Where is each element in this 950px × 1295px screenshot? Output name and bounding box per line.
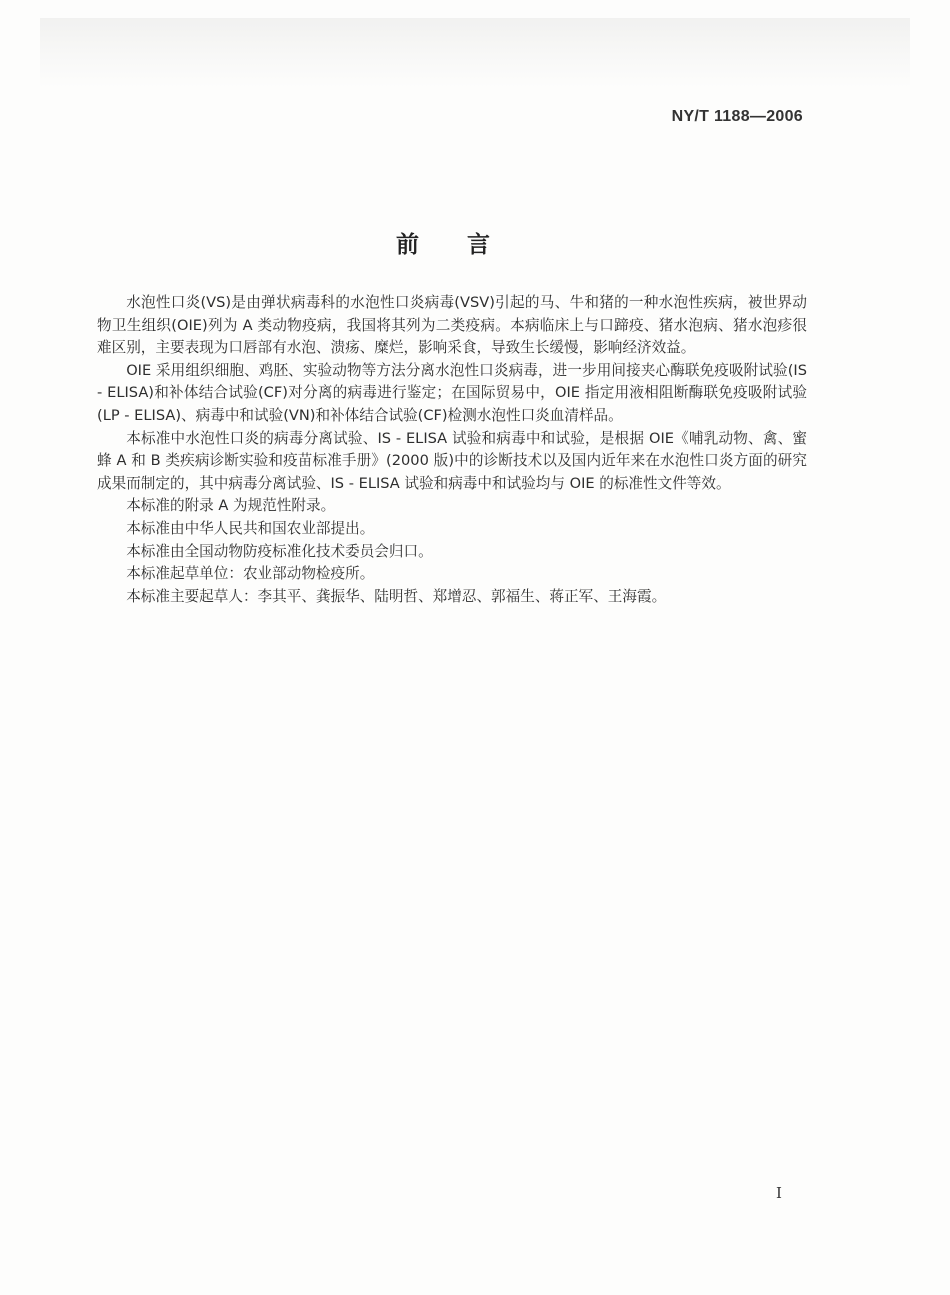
paragraph: OIE 采用组织细胞、鸡胚、实验动物等方法分离水泡性口炎病毒，进一步用间接夹心酶联免疫吸附试验(IS - ELISA)和补体结合试验(CF)对分离的病毒进行鉴定；在国际贸易中，OIE 指定用液相阻断酶联免疫吸附试验(LP - ELISA)、病毒中和试验(VN)和补体结合试验(CF)检测水泡性口炎血清样品。: [97, 361, 807, 424]
foreword-body: [97, 292, 807, 608]
paragraph: 本标准由全国动物防疫标准化技术委员会归口。: [126, 542, 433, 560]
standard-number: NY/T 1188—2006: [671, 108, 803, 125]
scan-shading: [40, 18, 910, 88]
paragraph: 本标准的附录 A 为规范性附录。: [126, 497, 336, 515]
paragraph: 本标准起草单位：农业部动物检疫所。: [126, 565, 375, 583]
page-number: I: [776, 1184, 782, 1202]
paragraph: 本标准中水泡性口炎的病毒分离试验、IS - ELISA 试验和病毒中和试验，是根据 OIE《哺乳动物、禽、蜜蜂 A 和 B 类疾病诊断实验和疫苗标准手册》(2000 版)中的诊断技术以及国内近年来在水泡性口炎方面的研究成果而制定的，其中病毒分离试验、IS - ELISA 试验和病毒中和试验均与 OIE 的标准性文件等效。: [97, 429, 807, 492]
paragraph: 水泡性口炎(VS)是由弹状病毒科的水泡性口炎病毒(VSV)引起的马、牛和猪的一种水泡性疾病，被世界动物卫生组织(OIE)列为 A 类动物疫病，我国将其列为二类疫病。本病临床上与口蹄疫、猪水泡病、猪水泡疹很难区别，主要表现为口唇部有水泡、溃疡、糜烂，影响采食，导致生长缓慢，影响经济效益。: [97, 294, 807, 357]
paragraph: 本标准主要起草人：李其平、龚振华、陆明哲、郑增忍、郭福生、蒋正军、王海霞。: [126, 587, 667, 605]
paragraph: 本标准由中华人民共和国农业部提出。: [126, 519, 375, 537]
page-title: 前言: [396, 232, 538, 258]
